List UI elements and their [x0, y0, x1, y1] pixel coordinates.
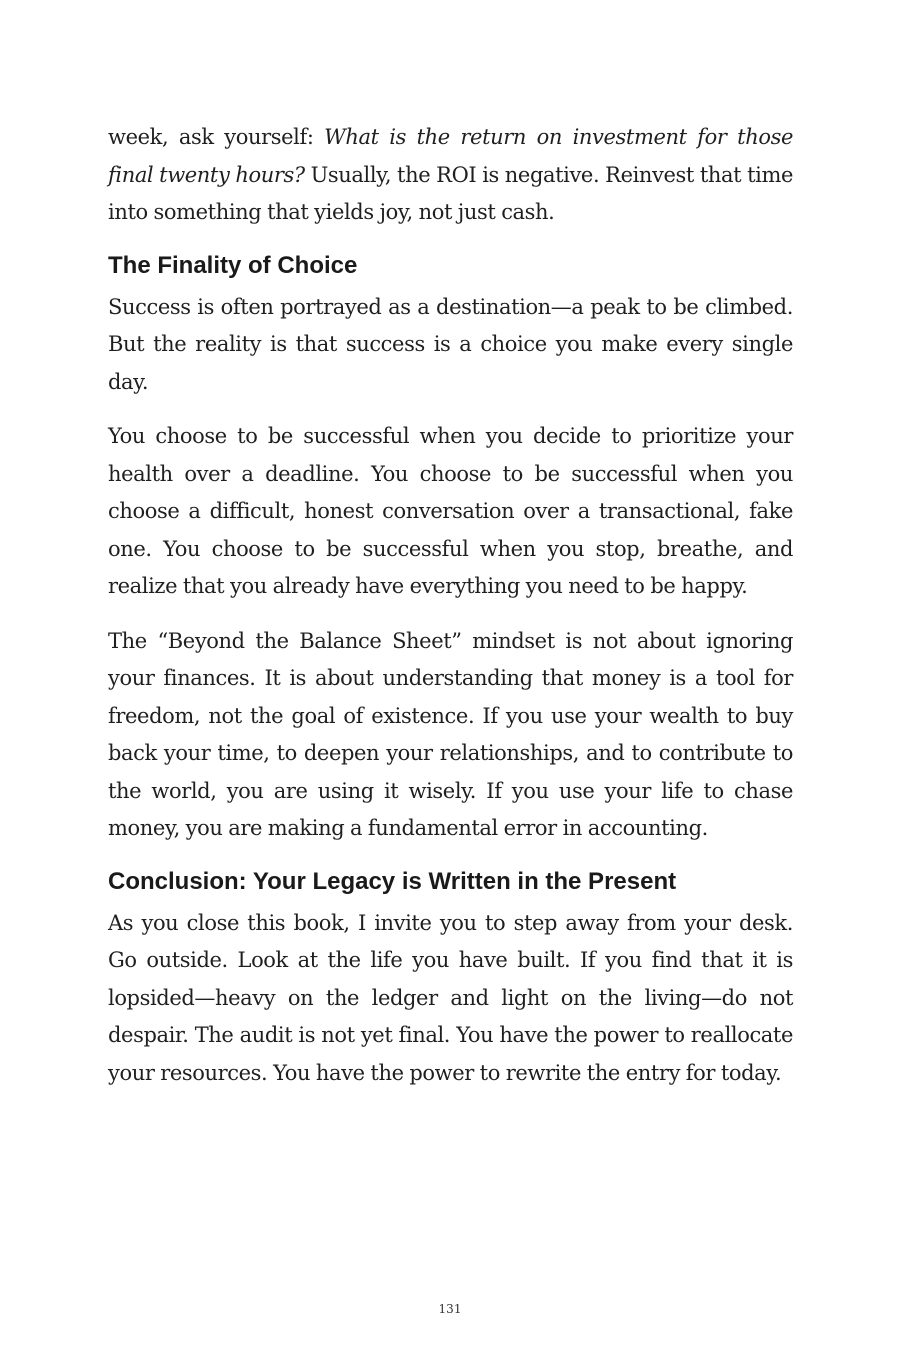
page-number: 131 — [438, 1302, 462, 1316]
page-content — [108, 119, 793, 1109]
paragraph-balance-sheet-mindset: The “Beyond the Balance Sheet” mindset is not about ignoring your finances. It is about understanding that money is a tool for freedom, not the goal of existence. If you use your wealth to buy back your time, to deepen your relationships, and to contribute to the world, you are using it wisely. If you use your life to chase money, you are making a fundamental error in accounting. — [108, 628, 793, 840]
paragraph-roi-end: Usually, the ROI is negative. Reinvest that time into something that yields joy, not just cash. — [108, 162, 793, 224]
paragraph-success-destination: Success is often portrayed as a destination—a peak to be climbed. But the reality is that success is a choice you make every single day. — [108, 294, 793, 394]
paragraph-roi — [108, 119, 793, 232]
paragraph-roi-start: week, ask yourself: — [108, 125, 325, 149]
section-heading-finality-of-choice: The Finality of Choice — [108, 251, 358, 279]
paragraph-roi-italic-question: What is the return on investment for those final twenty hours? — [108, 125, 793, 187]
section-heading-conclusion: Conclusion: Your Legacy is Written in the Present — [108, 867, 677, 895]
paragraph-close-book: As you close this book, I invite you to step away from your desk. Go outside. Look at the life you have built. If you find that it is lopsided—heavy on the ledger and light on the living—do not despair. The audit is not yet final. You have the power to reallocate your resources. You have the power to rewrite the entry for today. — [108, 910, 793, 1085]
paragraph-choose-successful: You choose to be successful when you decide to prioritize your health over a deadline. You choose to be successful when you choose a difficult, honest conversation over a transactional, fake one. You choose to be successful when you stop, breathe, and realize that you already have everything you need to be happy. — [108, 424, 793, 598]
